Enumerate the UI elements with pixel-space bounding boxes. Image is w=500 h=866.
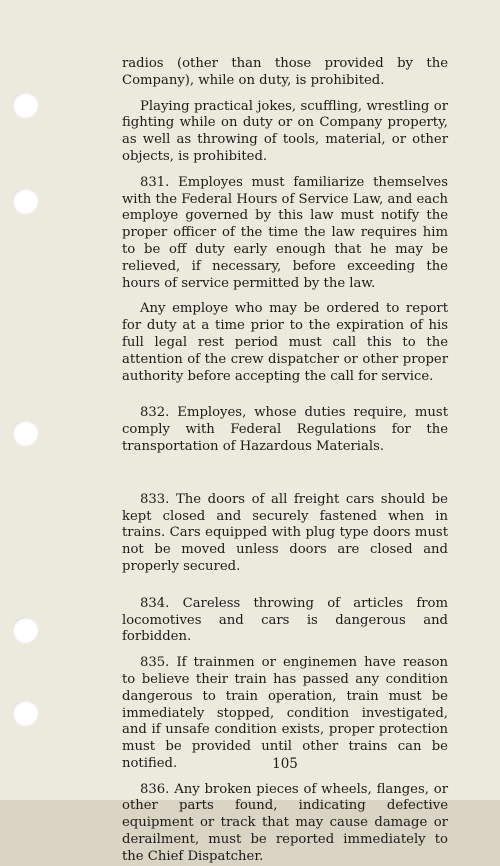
paragraph-rest-period: Any employe who may be ordered to report for duty at a time prior to the expiration of his full legal rest period must call this to the attention of the crew dispatcher or other proper authority before accepting the call for service. [122,301,448,384]
rule-831: 831. Employes must familiarize themselves with the Federal Hours of Service Law, and each employe governed by this law must notify the proper officer of the time the law requires him to be off duty early enough that he may be relieved, if necessary, before exceeding the hours of service permitted by the law. [122,174,448,291]
page-number: 105 [272,756,298,772]
binder-hole [12,617,38,643]
binder-hole [12,700,38,726]
paragraph-practical-jokes: Playing practical jokes, scuffling, wrestling or fighting while on duty or on Company property, as well as throwing of tools, material, or other objects, is prohibited. [122,98,448,164]
binder-hole [12,420,38,446]
rule-834: 834. Careless throwing of articles from locomotives and cars is dangerous and forbidden. [122,595,448,645]
paragraph-radios: radios (other than those provided by the Company), while on duty, is prohibited. [122,56,448,88]
rule-832: 832. Employes, whose duties require, must comply with Federal Regulations for the transportation of Hazardous Materials. [122,405,448,454]
rule-835: 835. If trainmen or enginemen have reason to believe their train has passed any condition dangerous to train operation, train must be immediately stopped, condition investigated, and if unsafe condition exists, proper protection must be provided until other trains can be notified. [122,655,448,771]
binder-hole [12,188,38,214]
binder-hole [12,92,38,118]
rule-text [122,56,448,866]
rule-833: 833. The doors of all freight cars should be kept closed and securely fastened when in trains. Cars equipped with plug type doors must not be moved unless doors are closed and properly secured. [122,491,448,574]
rule-836: 836. Any broken pieces of wheels, flanges, or other parts found, indicating defective equipment or track that may cause damage or derailment, must be reported immediately to the Chief Dispatcher. [122,781,448,864]
